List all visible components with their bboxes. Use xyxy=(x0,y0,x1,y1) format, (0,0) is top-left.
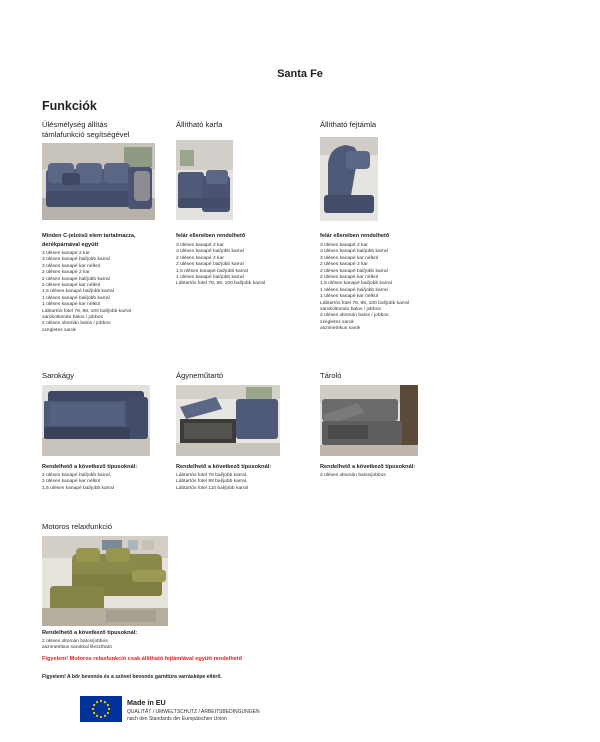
section-title: Funkciók xyxy=(42,99,97,113)
stitching-note: Figyelem! A bőr bevonós és a szövet bevonós garnitúra varrásképe eltérő. xyxy=(42,674,222,680)
list-item: 2 üléses kanapé 2 kar xyxy=(176,255,224,261)
list-item: sarokoltomán balos / jobbos xyxy=(320,307,381,313)
list-item: 1,5 üléses kanapé bal/jobb karral xyxy=(42,485,114,491)
motor-relax-image xyxy=(42,536,168,626)
corner-bed-image xyxy=(42,385,150,456)
list-item: 1,5 üléses kanapé bal/jobb karral xyxy=(176,268,248,274)
list-item: Lábtartós fotel 78, 88, 100 bal/jobb karral xyxy=(320,300,409,306)
list-item: 1 üléses kanapé bal/jobb karral xyxy=(176,275,244,281)
list-item: aszimetrikus sarok xyxy=(320,326,361,332)
adjustable-arm-image xyxy=(176,140,233,220)
adjustable-headrest-image xyxy=(320,137,378,221)
list-item: 3 üléses kanapé 2 kar xyxy=(320,243,368,248)
adjustable-headrest-list xyxy=(320,243,409,333)
list-item: 3 üléses kanapé bal/jobb karral xyxy=(176,249,244,255)
list-item: Lábtartós fotel 78, 88, 100 bal/jobb karral xyxy=(176,281,265,287)
list-item: 1 üléses kanapé bal/jobb karral xyxy=(320,287,388,293)
bedding-storage-heading: Rendelhető a következő típusoknál: xyxy=(176,464,272,470)
eu-badge-headline: Made in EU xyxy=(127,698,166,707)
motor-relax-heading: Rendelhető a következő típusoknál: xyxy=(42,630,138,636)
seat-depth-list xyxy=(42,251,131,334)
feature-title-adjustable-arm: Állítható karfa xyxy=(176,120,223,129)
feature-title-adjustable-headrest: Állítható fejtámla xyxy=(320,120,377,129)
seat-depth-heading: Minden C-jelzésű elem tartalmazza, derékpárnával együtt xyxy=(42,233,136,248)
list-item: 2 üléses oltomán balos/jobbos xyxy=(42,639,108,644)
list-item: 3 üléses kanapé bal/jobb karral xyxy=(42,257,110,263)
feature-title-bedding-storage: Ágyneműtartó xyxy=(176,371,224,380)
bedding-storage-image xyxy=(176,385,280,456)
eu-badge-line1: QUALITÄT / UMWELTSCHUTZ / ARBEITSBEDINGUNGEN xyxy=(127,709,260,715)
bedding-storage-list xyxy=(176,473,248,492)
eu-flag-icon xyxy=(80,696,122,722)
eu-badge-line2: nach den Standards der Europäischen Union xyxy=(127,716,227,722)
list-item: 2 üléses kanapé kar nélkül xyxy=(42,283,100,289)
storage-list xyxy=(320,473,386,479)
list-item: 2 üléses kanapé kar nélkül xyxy=(320,275,378,281)
list-item: 2 üléses kanapé bal/jobb karral xyxy=(176,262,244,268)
list-item: 3 üléses kanapé kar nélkül xyxy=(320,255,378,261)
list-item: 3 üléses kanapé bal/jobb karral xyxy=(320,249,388,255)
list-item: 2 üléses kanapé 2 kar xyxy=(42,270,90,276)
list-item: 3 üléses kanapé 2 kar xyxy=(42,251,90,256)
adjustable-arm-heading: felár ellenében rendelhető xyxy=(176,233,246,239)
list-item: sarokoltomán balos / jobbos xyxy=(42,315,103,321)
list-item: Lábtartós fotel 78, 88, 100 bal/jobb karral xyxy=(42,308,131,314)
list-item: 2 üléses kanapé kar nélkül xyxy=(42,479,100,485)
list-item: szegletes sarok xyxy=(320,319,354,325)
list-item: aszimetrikus sarokkal illesztható xyxy=(42,645,112,651)
feature-title-motor-relax: Motoros relaxfunkció xyxy=(42,522,113,531)
list-item: Lábtartós fotel 110 bal/jobb karral xyxy=(176,485,249,491)
list-item: 2 üléses kanapé bal/jobb karral, xyxy=(42,473,112,478)
list-item: 3 üléses kanapé kar nélkül xyxy=(42,263,100,269)
list-item: 2 üléses oltomán balos / jobbos xyxy=(320,313,389,319)
corner-bed-heading: Rendelhető a következő típusoknál: xyxy=(42,464,138,470)
seat-depth-image xyxy=(42,143,155,220)
list-item: 1 üléses kanapé kar nélkül xyxy=(320,294,378,300)
storage-image xyxy=(320,385,418,456)
adjustable-arm-list xyxy=(176,243,265,288)
feature-title-storage: Tároló xyxy=(320,371,342,380)
list-item: 3 üléses kanapé 2 kar xyxy=(176,243,224,248)
storage-heading: Rendelhető a következő típusoknál: xyxy=(320,464,416,470)
motor-relax-list xyxy=(42,639,112,652)
list-item: 1,5 üléses kanapé bal/jobb karral xyxy=(42,289,114,295)
motor-relax-warning: Figyelem! Motoros relaxfunkció csak állítható fejtámlával együtt rendelhető xyxy=(42,656,243,662)
list-item: 2 üléses kanapé 2 kar xyxy=(320,262,368,268)
list-item: 2 üléses oltomán balos/jobbos xyxy=(320,473,386,478)
document-title: Santa Fe xyxy=(277,68,323,80)
corner-bed-list xyxy=(42,473,114,492)
adjustable-headrest-heading: felár ellenében rendelhető xyxy=(320,233,390,239)
list-item: 1,5 üléses kanapé bal/jobb karral xyxy=(320,281,392,287)
list-item: Lábtartós fotel 88 bal/jobb karral, xyxy=(176,479,248,485)
list-item: 2 üléses kanapé bal/jobb karral xyxy=(42,276,110,282)
list-item: 1 üléses kanapé kar nélkül xyxy=(42,302,100,308)
list-item: 2 üléses kanapé bal/jobb karral xyxy=(320,268,388,274)
list-item: 2 üléses oltomán balos / jobbos xyxy=(42,321,111,327)
list-item: Lábtartós fotel 78 bal/jobb karral, xyxy=(176,473,248,478)
list-item: 1 üléses kanapé bal/jobb karral xyxy=(42,295,110,301)
feature-title-seat-depth: Ülésmélység állítás támlafunkció segítségével xyxy=(42,120,130,139)
feature-title-corner-bed: Sarokágy xyxy=(42,371,75,380)
list-item: szegletes sarok xyxy=(42,327,76,333)
